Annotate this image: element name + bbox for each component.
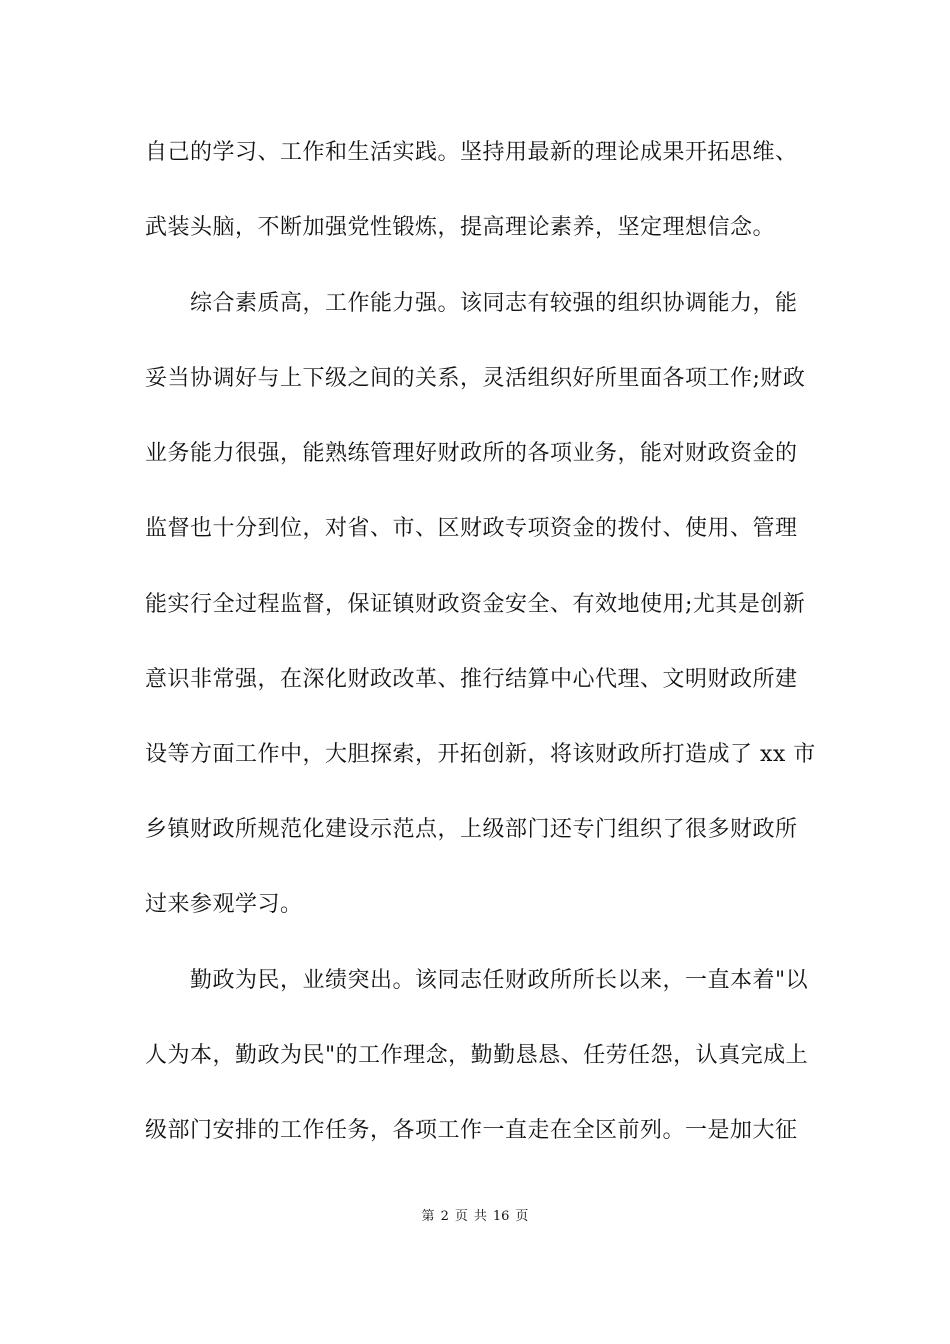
body-line-13: 人为本，勤政为民"的工作理念，勤勤恳恳、任劳任怨，认真完成上 [145, 1043, 809, 1068]
body-line-12: 勤政为民，业绩突出。该同志任财政所所长以来，一直本着"以 [190, 968, 809, 993]
body-line-3: 综合素质高，工作能力强。该同志有较强的组织协调能力，能 [190, 291, 798, 316]
body-line-5: 业务能力很强，能熟练管理好财政所的各项业务，能对财政资金的 [145, 441, 798, 466]
footer-suffix: 页 [515, 1209, 529, 1224]
body-line-11: 过来参观学习。 [145, 892, 303, 917]
body-line-10: 乡镇财政所规范化建设示范点，上级部门还专门组织了很多财政所 [145, 817, 798, 842]
body-line-4: 妥当协调好与上下级之间的关系，灵活组织好所里面各项工作;财政 [145, 366, 806, 391]
body-line-14: 级部门安排的工作任务，各项工作一直走在全区前列。一是加大征 [145, 1118, 798, 1143]
footer-total-pages: 16 [492, 1209, 510, 1224]
body-line-2: 武装头脑，不断加强党性锻炼，提高理论素养，坚定理想信念。 [145, 215, 776, 240]
footer-prefix: 第 [421, 1209, 435, 1224]
footer-page-number: 2 [440, 1209, 449, 1224]
body-line-7: 能实行全过程监督，保证镇财政资金安全、有效地使用;尤其是创新 [145, 592, 806, 617]
body-line-1: 自己的学习、工作和生活实践。坚持用最新的理论成果开拓思维、 [145, 140, 798, 165]
body-line-9: 设等方面工作中，大胆探索，开拓创新，将该财政所打造成了 xx 市 [145, 742, 816, 767]
body-line-8: 意识非常强，在深化财政改革、推行结算中心代理、文明财政所建 [145, 667, 798, 692]
footer-page-word: 页 [454, 1209, 468, 1224]
footer-total-word: 共 [473, 1209, 487, 1224]
body-line-6: 监督也十分到位，对省、市、区财政专项资金的拨付、使用、管理 [145, 516, 798, 541]
page-footer [0, 1208, 950, 1226]
